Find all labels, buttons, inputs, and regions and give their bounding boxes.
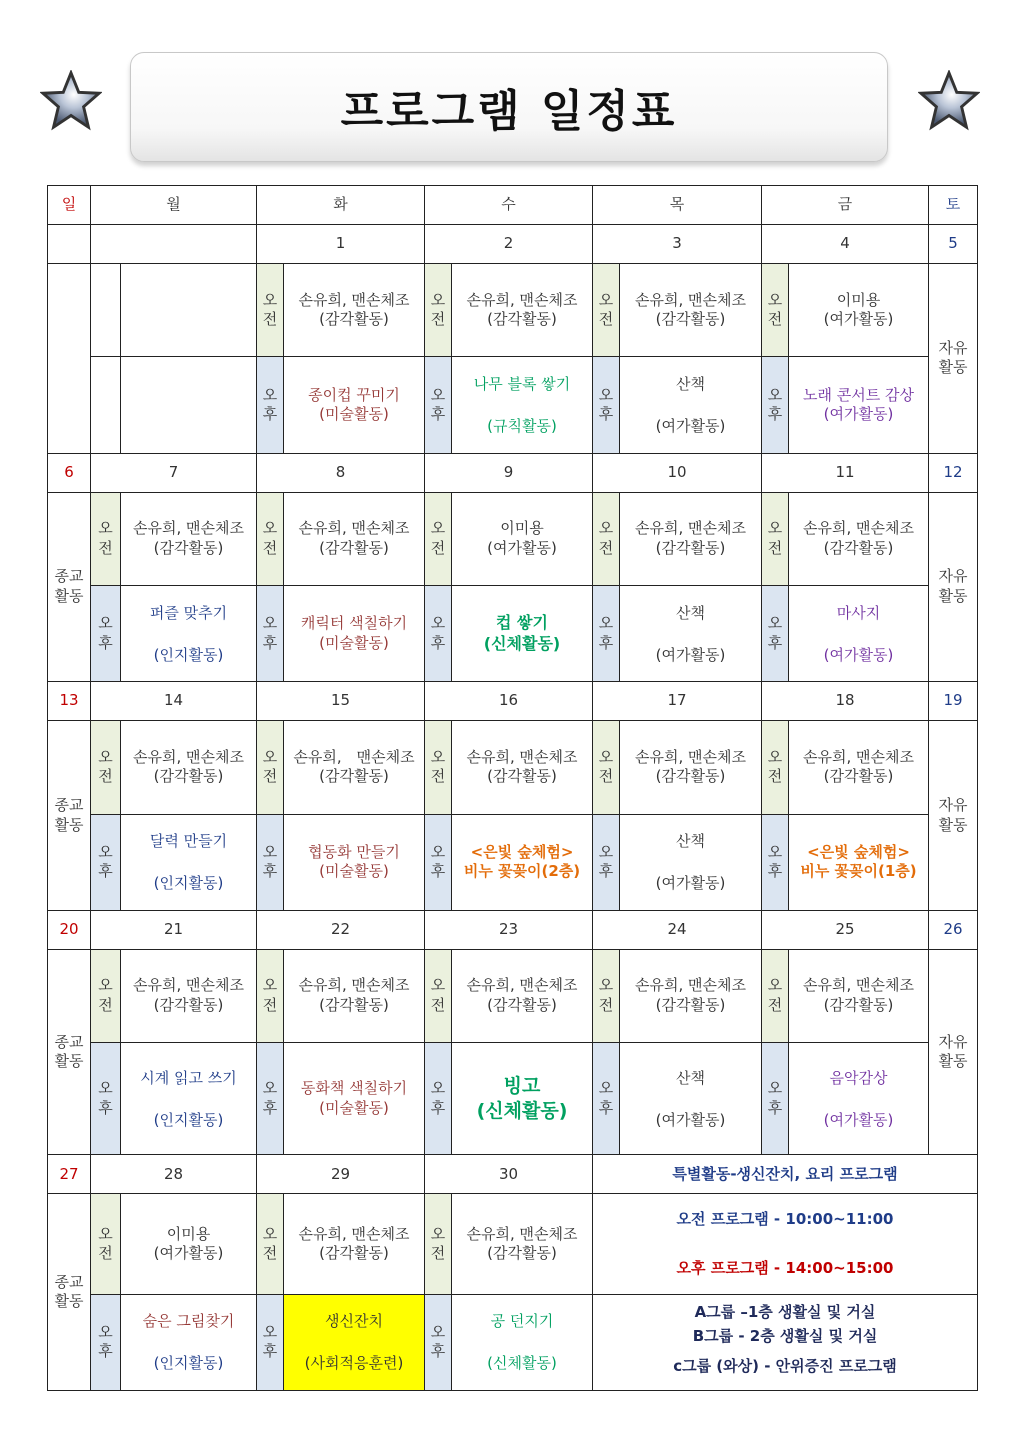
- star-icon: [918, 70, 980, 132]
- date-cell: 11: [762, 453, 929, 492]
- activity-cell: 숨은 그림찾기 (인지활동): [121, 1294, 257, 1390]
- activity-cell: 나무 블록 쌓기 (규칙활동): [452, 357, 593, 453]
- am-label: 오 전: [425, 949, 452, 1042]
- empty-cell: [91, 264, 121, 357]
- activity-cell: 이미용 (여가활동): [452, 492, 593, 585]
- pm-label: 오 후: [425, 357, 452, 453]
- pm-label: 오 후: [762, 1043, 789, 1155]
- date-cell: 4: [762, 225, 929, 264]
- activity-cell-highlight: 생신잔치 (사회적응훈련): [284, 1294, 425, 1390]
- activity-cell: <은빛 숲체험> 비누 꽃꽂이(1층): [789, 814, 929, 910]
- date-cell: 10: [593, 453, 762, 492]
- activity-cell: 동화책 색칠하기 (미술활동): [284, 1043, 425, 1155]
- date-cell: 25: [762, 910, 929, 949]
- group-b: B그룹 - 2층 생활실 및 거실: [692, 1327, 878, 1346]
- am-label: 오 전: [762, 949, 789, 1042]
- pm-label: 오 후: [257, 814, 284, 910]
- am-label: 오 전: [257, 264, 284, 357]
- pm-program-time: 오후 프로그램 - 14:00~15:00: [676, 1259, 894, 1278]
- activity-cell: 시계 읽고 쓰기 (인지활동): [121, 1043, 257, 1155]
- saturday-cell: 자유 활동: [929, 492, 978, 681]
- activity-cell: 손유희, 맨손체조 (감각활동): [284, 264, 425, 357]
- am-label: 오 전: [762, 264, 789, 357]
- pm-row: [48, 1294, 978, 1390]
- activity-cell: 퍼즐 맞추기 (인지활동): [121, 585, 257, 681]
- day-sun: 일: [48, 186, 91, 225]
- activity-cell: 컵 쌓기 (신체활동): [452, 585, 593, 681]
- activity-cell: 빙고 (신체활동): [452, 1043, 593, 1155]
- special-groups: [593, 1294, 978, 1390]
- pm-label: 오 후: [425, 814, 452, 910]
- am-label: 오 전: [257, 1194, 284, 1294]
- date-row: [48, 453, 978, 492]
- pm-label: 오 후: [257, 1294, 284, 1390]
- day-fri: 금: [762, 186, 929, 225]
- am-program-time: 오전 프로그램 - 10:00~11:00: [676, 1209, 894, 1228]
- activity-cell: 손유희, 맨손체조 (감각활동): [620, 264, 762, 357]
- activity-cell: 산책 (여가활동): [620, 814, 762, 910]
- activity-cell: 캐릭터 색칠하기 (미술활동): [284, 585, 425, 681]
- pm-label: 오 후: [91, 1043, 121, 1155]
- pm-label: 오 후: [593, 1043, 620, 1155]
- special-activity-title: 특별활동-생신잔치, 요리 프로그램: [593, 1155, 978, 1194]
- am-label: 오 전: [425, 264, 452, 357]
- am-label: 오 전: [425, 492, 452, 585]
- activity-cell: 달력 만들기 (인지활동): [121, 814, 257, 910]
- am-label: 오 전: [91, 1194, 121, 1294]
- pm-label: 오 후: [425, 1294, 452, 1390]
- activity-cell: 산책 (여가활동): [620, 357, 762, 453]
- date-row: [48, 910, 978, 949]
- date-cell: 17: [593, 682, 762, 721]
- activity-cell: 손유희, 맨손체조 (감각활동): [452, 1194, 593, 1294]
- pm-label: 오 후: [91, 1294, 121, 1390]
- date-cell: 21: [91, 910, 257, 949]
- pm-row: [48, 357, 978, 453]
- day-header-row: [48, 186, 978, 225]
- am-label: 오 전: [762, 721, 789, 814]
- am-row: [48, 721, 978, 814]
- pm-label: 오 후: [257, 357, 284, 453]
- date-cell: 9: [425, 453, 593, 492]
- title-box: [130, 52, 888, 162]
- sunday-cell: [48, 264, 91, 453]
- empty-cell: [121, 357, 257, 453]
- pm-row: [48, 585, 978, 681]
- pm-label: 오 후: [593, 814, 620, 910]
- pm-label: 오 후: [593, 357, 620, 453]
- activity-cell: 손유희, 맨손체조 (감각활동): [452, 949, 593, 1042]
- pm-row: [48, 814, 978, 910]
- pm-label: 오 후: [425, 585, 452, 681]
- date-cell: 30: [425, 1155, 593, 1194]
- date-cell: 6: [48, 453, 91, 492]
- day-wed: 수: [425, 186, 593, 225]
- activity-cell: 노래 콘서트 감상 (여가활동): [789, 357, 929, 453]
- date-cell: [91, 225, 257, 264]
- sunday-cell: 종교 활동: [48, 949, 91, 1154]
- activity-cell: 손유희, 맨손체조 (감각활동): [121, 492, 257, 585]
- am-label: 오 전: [593, 949, 620, 1042]
- group-a: A그룹 –1층 생활실 및 거실: [694, 1303, 876, 1322]
- pm-label: 오 후: [257, 585, 284, 681]
- day-sat: 토: [929, 186, 978, 225]
- activity-cell: 손유희, 맨손체조 (감각활동): [284, 721, 425, 814]
- date-cell: 8: [257, 453, 425, 492]
- am-label: 오 전: [425, 1194, 452, 1294]
- pm-label: 오 후: [91, 814, 121, 910]
- saturday-cell: 자유 활동: [929, 264, 978, 453]
- pm-row: [48, 1043, 978, 1155]
- date-cell: 19: [929, 682, 978, 721]
- am-label: 오 전: [257, 949, 284, 1042]
- date-cell: 22: [257, 910, 425, 949]
- am-label: 오 전: [762, 492, 789, 585]
- pm-label: 오 후: [762, 357, 789, 453]
- date-cell: 27: [48, 1155, 91, 1194]
- date-row: [48, 682, 978, 721]
- date-cell: 16: [425, 682, 593, 721]
- am-label: 오 전: [91, 721, 121, 814]
- activity-cell: 손유희, 맨손체조 (감각활동): [452, 264, 593, 357]
- activity-cell: 손유희, 맨손체조 (감각활동): [789, 492, 929, 585]
- date-cell: 13: [48, 682, 91, 721]
- am-row: [48, 949, 978, 1042]
- saturday-cell: 자유 활동: [929, 721, 978, 910]
- date-cell: 28: [91, 1155, 257, 1194]
- pm-label: 오 후: [257, 1043, 284, 1155]
- pm-label: 오 후: [425, 1043, 452, 1155]
- activity-cell: 손유희, 맨손체조 (감각활동): [789, 721, 929, 814]
- date-cell: 20: [48, 910, 91, 949]
- sunday-cell: 종교 활동: [48, 1194, 91, 1391]
- date-cell: 2: [425, 225, 593, 264]
- date-row: [48, 1155, 978, 1194]
- activity-cell: 이미용 (여가활동): [789, 264, 929, 357]
- pm-label: 오 후: [593, 585, 620, 681]
- activity-cell: 종이컵 꾸미기 (미술활동): [284, 357, 425, 453]
- activity-cell: 산책 (여가활동): [620, 585, 762, 681]
- activity-cell: <은빛 숲체험> 비누 꽃꽂이(2층): [452, 814, 593, 910]
- sunday-cell: 종교 활동: [48, 721, 91, 910]
- saturday-cell: 자유 활동: [929, 949, 978, 1154]
- date-cell: 15: [257, 682, 425, 721]
- am-row: [48, 492, 978, 585]
- activity-cell: 음악감상 (여가활동): [789, 1043, 929, 1155]
- date-cell: 24: [593, 910, 762, 949]
- group-c: c그룹 (와상) - 안위증진 프로그램: [673, 1357, 897, 1376]
- activity-cell: 손유희, 맨손체조 (감각활동): [620, 949, 762, 1042]
- pm-label: 오 후: [762, 585, 789, 681]
- date-cell: 5: [929, 225, 978, 264]
- date-cell: [48, 225, 91, 264]
- am-label: 오 전: [257, 492, 284, 585]
- empty-cell: [121, 264, 257, 357]
- empty-cell: [91, 357, 121, 453]
- am-label: 오 전: [91, 949, 121, 1042]
- sunday-cell: 종교 활동: [48, 492, 91, 681]
- am-label: 오 전: [593, 492, 620, 585]
- star-icon: [40, 70, 102, 132]
- am-label: 오 전: [593, 721, 620, 814]
- activity-cell: 손유희, 맨손체조 (감각활동): [620, 492, 762, 585]
- date-cell: 29: [257, 1155, 425, 1194]
- activity-cell: 손유희, 맨손체조 (감각활동): [284, 1194, 425, 1294]
- am-label: 오 전: [91, 492, 121, 585]
- activity-cell: 손유희, 맨손체조 (감각활동): [284, 949, 425, 1042]
- date-cell: 3: [593, 225, 762, 264]
- date-cell: 14: [91, 682, 257, 721]
- date-cell: 1: [257, 225, 425, 264]
- activity-cell: 손유희, 맨손체조 (감각활동): [452, 721, 593, 814]
- date-cell: 12: [929, 453, 978, 492]
- activity-cell: 손유희, 맨손체조 (감각활동): [121, 949, 257, 1042]
- activity-cell: 손유희, 맨손체조 (감각활동): [284, 492, 425, 585]
- date-cell: 7: [91, 453, 257, 492]
- activity-cell: 이미용 (여가활동): [121, 1194, 257, 1294]
- am-label: 오 전: [593, 264, 620, 357]
- activity-cell: 손유희, 맨손체조 (감각활동): [789, 949, 929, 1042]
- am-row: [48, 1194, 978, 1294]
- activity-cell: 공 던지기 (신체활동): [452, 1294, 593, 1390]
- special-times: [593, 1194, 978, 1294]
- page-title: 프로그램 일정표: [340, 86, 678, 137]
- date-cell: 23: [425, 910, 593, 949]
- pm-label: 오 후: [91, 585, 121, 681]
- am-label: 오 전: [257, 721, 284, 814]
- pm-label: 오 후: [762, 814, 789, 910]
- day-thu: 목: [593, 186, 762, 225]
- am-label: 오 전: [425, 721, 452, 814]
- activity-cell: 손유희, 맨손체조 (감각활동): [121, 721, 257, 814]
- activity-cell: 손유희, 맨손체조 (감각활동): [620, 721, 762, 814]
- am-row: [48, 264, 978, 357]
- day-tue: 화: [257, 186, 425, 225]
- date-cell: 18: [762, 682, 929, 721]
- activity-cell: 마사지 (여가활동): [789, 585, 929, 681]
- activity-cell: 산책 (여가활동): [620, 1043, 762, 1155]
- day-mon: 월: [91, 186, 257, 225]
- schedule-table: [47, 185, 978, 1391]
- date-row: [48, 225, 978, 264]
- activity-cell: 협동화 만들기 (미술활동): [284, 814, 425, 910]
- date-cell: 26: [929, 910, 978, 949]
